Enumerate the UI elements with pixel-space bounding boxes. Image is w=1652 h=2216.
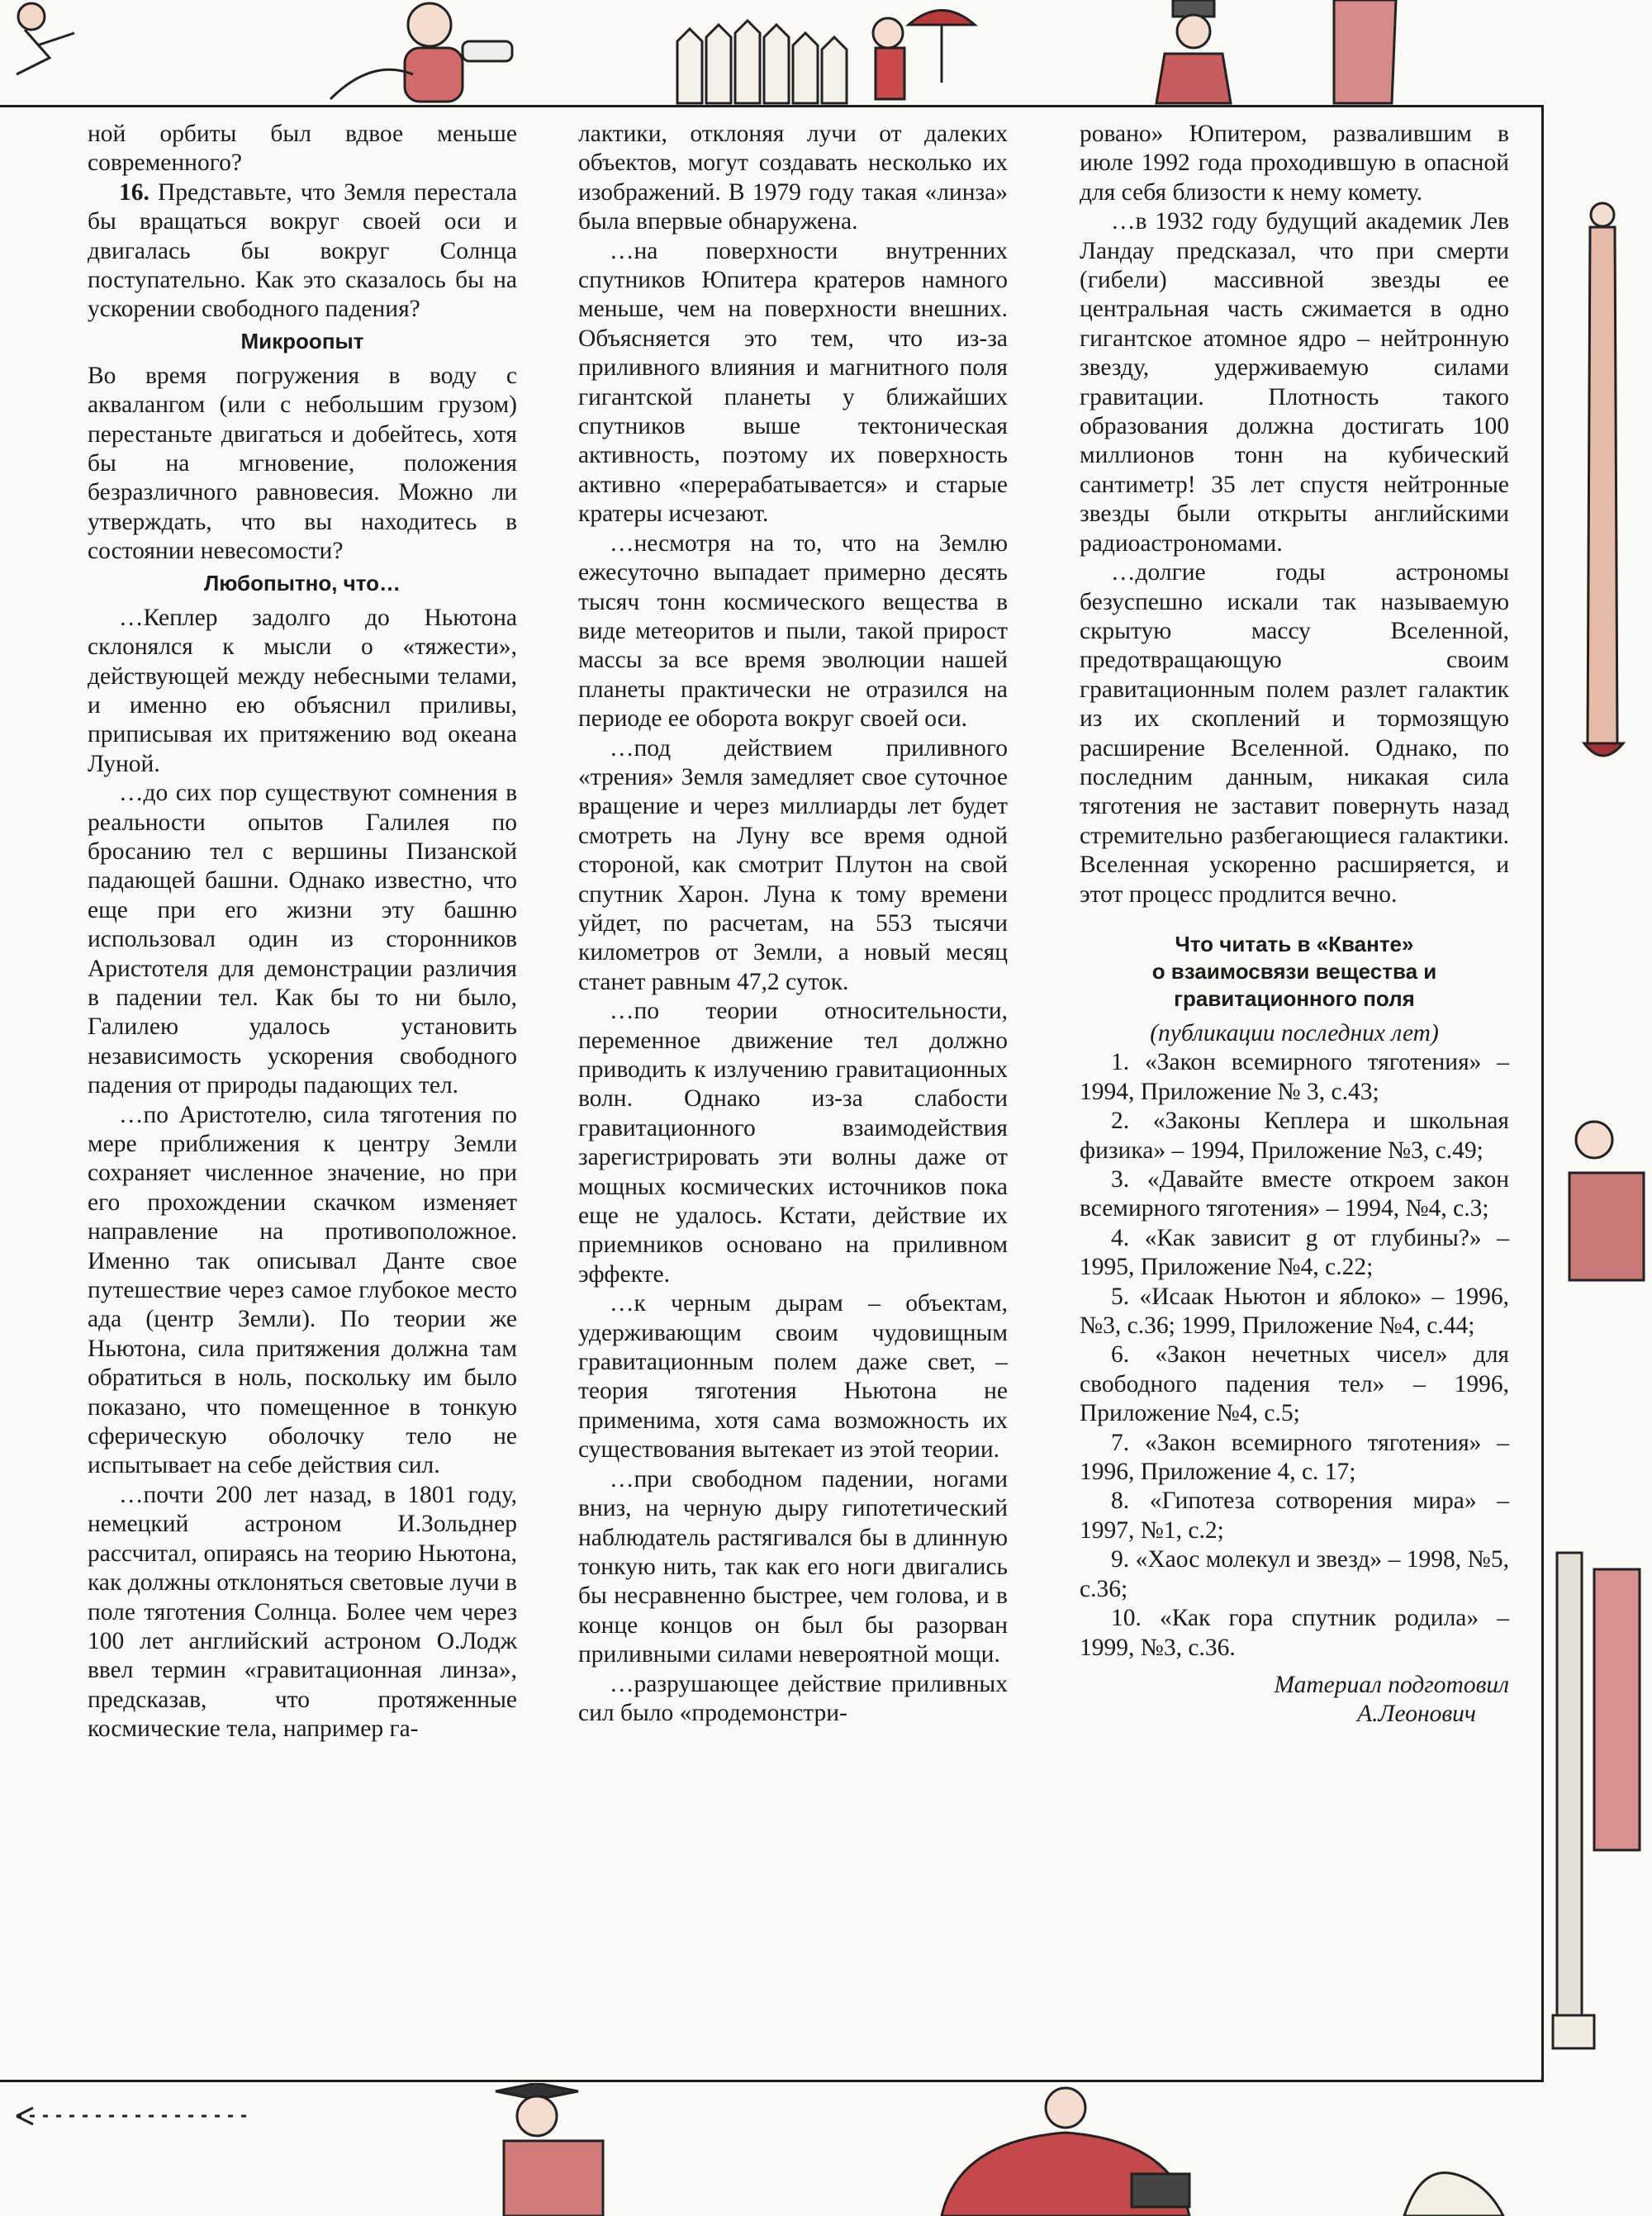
reference-item: 3. «Давайте вместе откроем закон всемирного тяготения» – 1994, №4, с.3;: [1080, 1166, 1509, 1222]
fact-landau: …в 1932 году будущий академик Лев Ландау предсказал, что при смерти (гибели) массивной звезды ее центральная часть сжимается в одно гигантское атомное ядро – нейтронную звезду, удерживаемую силами гравитации. Плотность такого образования должна достигать 100 миллионов тонн на кубический сантиметр! 35 лет спустя нейтронные звезды были открыты английскими радиоастрономами.: [1080, 208, 1509, 557]
frame-bottom-line: [0, 2080, 1543, 2082]
fact-soldner: …почти 200 лет назад, в 1801 году, немецкий астроном И.Зольднер рассчитал, опираясь на теорию Ньютона, как должны отклоняться световые лучи в поле тяготения Солнца. Более чем через 100 лет английский астроном О.Лодж ввел термин «гравитационная линза», предсказав, что протяженные космические тела, например га-: [88, 1481, 517, 1743]
fact-galileo: …до сих пор существуют сомнения в реальности опытов Галилея по бросанию тел с вершины Пизанской падающей башни. Однако известно, что еще при его жизни эту башню использовал один из сторонников Аристотеля для демонстрации различия в падении тел. Как бы то ни было, Галилею удалось установить независимость ускорения свободного падения от природы падающих тел.: [88, 780, 517, 1099]
credit-author: А.Леонович: [1357, 1701, 1476, 1728]
fact-black-holes: …к черным дырам – объектам, удерживающим своим чудовищным гравитационным полем даже свет, – теория тяготения Ньютона не применима, хотя сама возможность их существования вытекает из этой теории.: [578, 1290, 1008, 1464]
fact-hidden-mass: …долгие годы астрономы безуспешно искали так называемую скрытую массу Вселенной, предотвращающую своим гравитационным полем разлет галактик из их скоплений и тормозящую расширение Вселенной. Однако, по последним данным, никакая сила тяготения не заставит повернуть назад стремительно разбегающиеся галактики. Вселенная ускоренно расширяется, и этот процесс продлится вечно.: [1080, 559, 1509, 908]
fact-gravitational-waves: …по теории относительности, переменное движение тел должно приводить к излучению гравитационных волн. Однако из-за слабости гравитационного взаимодействия зарегистрировать эти волны даже от мощных космических источников пока еще не удалось. Кстати, действие их приемников основано на приливном эффекте.: [578, 998, 1008, 1288]
reference-item: 8. «Гипотеза сотворения мира» – 1997, №1, с.2;: [1080, 1488, 1509, 1544]
top-illustration: [0, 0, 1652, 107]
col2-continuation: лактики, отклоняя лучи от далеких объектов, могут создавать несколько их изображений. В 1979 году такая «линза» была впервые обнаружена.: [578, 121, 1008, 235]
question-16-text: Представьте, что Земля перестала бы вращаться вокруг своей оси и двигалась бы вокруг Солнца поступательно. Как это сказалось бы на ускорении свободного падения?: [88, 178, 517, 323]
reference-item: 1. «Закон всемирного тяготения» – 1994, Приложение № 3, с.43;: [1080, 1049, 1509, 1105]
reference-item: 5. «Исаак Ньютон и яблоко» – 1996, №3, с.36; 1999, Приложение №4, с.44;: [1080, 1283, 1509, 1340]
reading-heading-line-3: гравитационного поля: [1174, 985, 1415, 1011]
frame-right-line: [1541, 105, 1544, 2082]
micro-experiment-heading: Микроопыт: [240, 328, 364, 354]
reference-item: 7. «Закон всемирного тяготения» – 1996, Приложение 4, с. 17;: [1080, 1429, 1509, 1486]
reading-subtitle: (публикации последних лет): [1150, 1019, 1439, 1046]
fact-tidal-destruction: …разрушающее действие приливных сил было «продемонстри-: [578, 1670, 1008, 1726]
fact-kepler: …Кеплер задолго до Ньютона склонялся к мысли о «тяжести», действующей между небесными телами, и именно ею объяснил приливы, приписывая их притяжению вод океана Луной.: [88, 604, 517, 777]
column-3: [1080, 120, 1509, 1730]
reference-item: 4. «Как зависит g от глубины?» – 1995, Приложение №4, с.22;: [1080, 1224, 1509, 1281]
reading-heading-line-1: Что читать в «Кванте»: [1175, 931, 1414, 956]
fact-cosmic-dust: …несмотря на то, что на Землю ежесуточно выпадает примерно десять тысяч тонн космического вещества в виде метеоритов и пыли, такой прирост массы за все время эволюции нашей планеты практически не отразился на периоде ее оборота вокруг своей оси.: [578, 529, 1008, 733]
right-side-illustration: [1545, 0, 1652, 2081]
question-16: [88, 178, 517, 325]
reference-item: 6. «Закон нечетных чисел» для свободного падения тел» – 1996, Приложение №4, с.5;: [1080, 1341, 1509, 1427]
reference-item: 10. «Как гора спутник родила» – 1999, №3, с.36.: [1080, 1605, 1509, 1661]
col3-continuation: ровано» Юпитером, развалившим в июле 1992 года проходившую в опасной для себя близости к нему комету.: [1080, 121, 1509, 206]
question-16-number: 16.: [119, 178, 150, 206]
credit-line-1: Материал подготовил: [1274, 1671, 1509, 1698]
fact-free-fall: …при свободном падении, ногами вниз, на черную дыру гипотетический наблюдатель растягивался бы в длинную тонкую нить, так как его ноги двигались бы несравненно быстрее, чем голова, и в конце концов он был бы разорван приливными силами невероятной мощи.: [578, 1465, 1008, 1668]
reference-item: 2. «Законы Кеплера и школьная физика» – 1994, Приложение №3, с.49;: [1080, 1108, 1509, 1164]
reading-heading: [1080, 931, 1509, 1013]
fact-aristotle: …по Аристотелю, сила тяготения по мере приближения к центру Земли сохраняет численное значение, но при его прохождении скачком изменяет направление на противоположное. Именно так описывал Данте свое путешествие через самое глубокое место ада (центр Земли). По теории же Ньютона, сила притяжения должна там обратиться в ноль, поскольку им было показано, что помещенное в тонкую сферическую оболочку тело не испытывает на себе действия сил.: [88, 1101, 517, 1479]
curious-heading: Любопытно, что…: [203, 570, 401, 596]
reading-heading-line-2: о взаимосвязи вещества и: [1151, 958, 1437, 984]
author-credit: [1080, 1671, 1509, 1730]
fact-jupiter-moons: …на поверхности внутренних спутников Юпитера кратеров намного меньше, чем на поверхности внешних. Объясняется это тем, что из-за приливного влияния и магнитного поля гигантской планеты у ближайших спутников выше тектоническая активность, поэтому их поверхность активно «перерабатывается» и старые кратеры исчезают.: [578, 237, 1008, 528]
micro-experiment-text: Во время погружения в воду с аквалангом (или с небольшим грузом) перестаньте двигаться и добейтесь, хотя бы на мгновение, положения безразличного равновесия. Можно ли утверждать, что вы находитесь в состоянии невесомости?: [88, 362, 517, 565]
reference-item: 9. «Хаос молекул и звезд» – 1998, №5, с.36;: [1080, 1546, 1509, 1602]
bottom-illustration: [0, 2083, 1652, 2216]
col1-continuation: ной орбиты был вдвое меньше современного?: [88, 121, 517, 177]
column-2: [578, 120, 1008, 1728]
fact-tidal-friction: …под действием приливного «трения» Земля замедляет свое суточное вращение и через миллиарды лет будет смотреть на Луну все время одной стороной, как смотрит Плутон на свой спутник Харон. Луна к тому времени уйдет, по расчетам, на 553 тысячи километров от Земли, а новый месяц станет равным 47,2 суток.: [578, 734, 1008, 995]
column-1: [88, 120, 517, 1744]
